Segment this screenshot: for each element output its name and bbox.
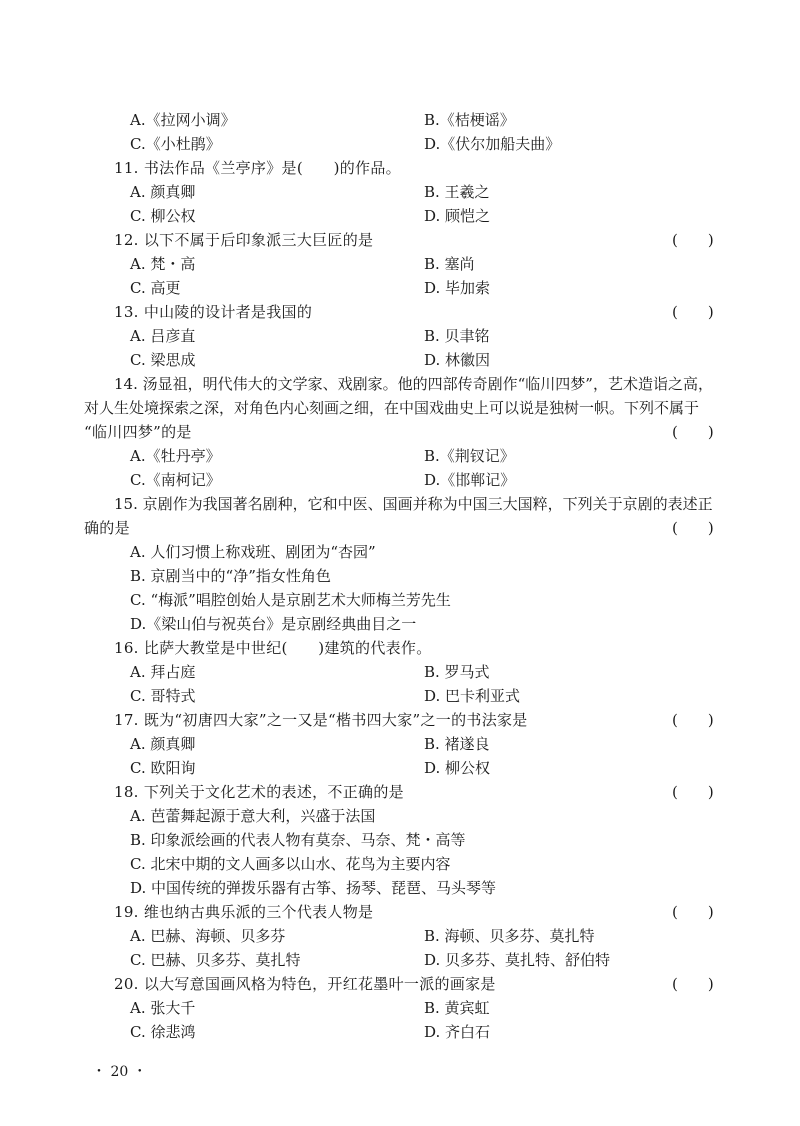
q11-option-d: D. 顾恺之 — [424, 207, 491, 225]
q18-answer-blank: ( ) — [672, 783, 714, 801]
q15-option-c: C. “梅派”唱腔创始人是京剧艺术大师梅兰芳先生 — [130, 591, 451, 609]
q15-stem-line-1: 15. 京剧作为我国著名剧种，它和中医、国画并称为中国三大国粹，下列关于京剧的表述正 — [114, 495, 713, 513]
q11-option-c: C. 柳公权 — [130, 207, 196, 225]
q14-stem-line-3: “临川四梦”的是 — [84, 423, 192, 441]
q18-option-d: D. 中国传统的弹拨乐器有古筝、扬琴、琵琶、马头琴等 — [130, 879, 497, 897]
q14-stem-line-1: 14. 汤显祖，明代伟大的文学家、戏剧家。他的四部传奇剧作“临川四梦”，艺术造诣之高， — [114, 375, 713, 393]
q16-option-c: C. 哥特式 — [130, 687, 196, 705]
q14-option-a: A.《牡丹亭》 — [130, 447, 221, 465]
q12-option-d: D. 毕加索 — [424, 279, 491, 297]
page-number: ・ 20 ・ — [92, 1064, 147, 1080]
q20-option-d: D. 齐白石 — [424, 1023, 491, 1041]
q13-option-a: A. 吕彦直 — [130, 327, 196, 345]
q13-option-c: C. 梁思成 — [130, 351, 196, 369]
q18-option-c: C. 北宋中期的文人画多以山水、花鸟为主要内容 — [130, 855, 451, 873]
q20-option-c: C. 徐悲鸿 — [130, 1023, 196, 1041]
q17-option-c: C. 欧阳询 — [130, 759, 196, 777]
q20-stem: 20. 以大写意国画风格为特色，开红花墨叶一派的画家是 — [114, 975, 496, 993]
q19-option-b: B. 海顿、贝多芬、莫扎特 — [424, 927, 595, 945]
q12-answer-blank: ( ) — [672, 231, 714, 249]
q18-option-b: B. 印象派绘画的代表人物有莫奈、马奈、梵・高等 — [130, 831, 466, 849]
q20-option-b: B. 黄宾虹 — [424, 999, 490, 1017]
q17-stem: 17. 既为“初唐四大家”之一又是“楷书四大家”之一的书法家是 — [114, 711, 528, 729]
q11-stem: 11. 书法作品《兰亭序》是( )的作品。 — [114, 159, 401, 177]
q10-option-b: B.《桔梗谣》 — [424, 111, 515, 129]
q13-option-d: D. 林徽因 — [424, 351, 491, 369]
q19-answer-blank: ( ) — [672, 903, 714, 921]
q10-option-d: D.《伏尔加船夫曲》 — [424, 135, 561, 153]
q11-option-a: A. 颜真卿 — [130, 183, 196, 201]
q12-stem: 12. 以下不属于后印象派三大巨匠的是 — [114, 231, 374, 249]
q12-option-a: A. 梵・高 — [130, 255, 196, 273]
q13-stem: 13. 中山陵的设计者是我国的 — [114, 303, 313, 321]
q16-option-d: D. 巴卡利亚式 — [424, 687, 521, 705]
q15-option-d: D.《梁山伯与祝英台》是京剧经典曲目之一 — [130, 615, 417, 633]
q15-option-b: B. 京剧当中的“净”指女性角色 — [130, 567, 331, 585]
q20-answer-blank: ( ) — [672, 975, 714, 993]
q14-option-b: B.《荆钗记》 — [424, 447, 515, 465]
q19-option-c: C. 巴赫、贝多芬、莫扎特 — [130, 951, 301, 969]
q19-option-d: D. 贝多芬、莫扎特、舒伯特 — [424, 951, 611, 969]
q16-stem: 16. 比萨大教堂是中世纪( )建筑的代表作。 — [114, 639, 432, 657]
q14-option-d: D.《邯郸记》 — [424, 471, 516, 489]
q17-option-b: B. 褚遂良 — [424, 735, 490, 753]
q15-answer-blank: ( ) — [672, 519, 714, 537]
q18-stem: 18. 下列关于文化艺术的表述，不正确的是 — [114, 783, 404, 801]
q16-option-a: A. 拜占庭 — [130, 663, 196, 681]
q20-option-a: A. 张大千 — [130, 999, 196, 1017]
q17-answer-blank: ( ) — [672, 711, 714, 729]
q19-stem: 19. 维也纳古典乐派的三个代表人物是 — [114, 903, 374, 921]
q10-option-a: A.《拉网小调》 — [130, 111, 236, 129]
q15-option-a: A. 人们习惯上称戏班、剧团为“杏园” — [130, 543, 376, 561]
q10-option-c: C.《小杜鹃》 — [130, 135, 221, 153]
q12-option-b: B. 塞尚 — [424, 255, 475, 273]
q16-option-b: B. 罗马式 — [424, 663, 490, 681]
q14-stem-line-2: 对人生处境探索之深，对角色内心刻画之细，在中国戏曲史上可以说是独树一帜。下列不属于 — [84, 399, 700, 417]
q15-stem-line-2: 确的是 — [84, 519, 130, 537]
q13-answer-blank: ( ) — [672, 303, 714, 321]
q19-option-a: A. 巴赫、海顿、贝多芬 — [130, 927, 286, 945]
q14-answer-blank: ( ) — [672, 423, 714, 441]
q17-option-a: A. 颜真卿 — [130, 735, 196, 753]
q17-option-d: D. 柳公权 — [424, 759, 491, 777]
q11-option-b: B. 王羲之 — [424, 183, 490, 201]
q18-option-a: A. 芭蕾舞起源于意大利，兴盛于法国 — [130, 807, 376, 825]
q14-option-c: C.《南柯记》 — [130, 471, 221, 489]
q12-option-c: C. 高更 — [130, 279, 181, 297]
q13-option-b: B. 贝聿铭 — [424, 327, 490, 345]
